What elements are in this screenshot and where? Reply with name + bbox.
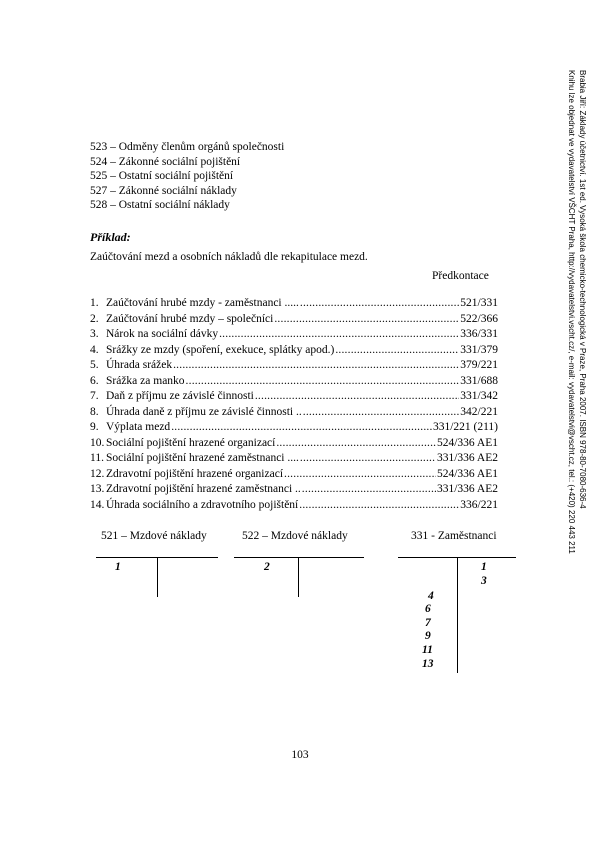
- account-item: 528 – Ostatní sociální náklady: [90, 199, 230, 211]
- entry-code: 379/221: [460, 359, 498, 371]
- entry-code: 331/336 AE2: [436, 452, 498, 464]
- entry-text: Srážka za manko: [106, 374, 185, 387]
- leader-dots: [219, 327, 459, 343]
- example-title: Příklad:: [90, 230, 131, 244]
- t-account-debit-item: 13: [422, 658, 434, 670]
- entry-text: Zaúčtování hrubé mzdy – společníci: [106, 312, 274, 325]
- t-account-credit-item: 1: [481, 561, 487, 573]
- entry-number: 7.: [90, 390, 99, 402]
- leader-dots: [335, 343, 459, 359]
- entry-number: 14.: [90, 498, 105, 511]
- copyright-line-1: Brabia Jiří: Základy účetnictví. 1st ed. Vysoká škola chemicko-technologická v Praze, Praha 2007. ISBN 978-80-7080-636-4: [578, 70, 587, 509]
- t-account-debit-item: 4: [428, 590, 434, 602]
- leader-dots: [303, 405, 460, 421]
- page-number: 103: [291, 749, 309, 761]
- entry-number: 4.: [90, 343, 99, 356]
- leader-dots: [274, 312, 459, 328]
- leader-dots: [300, 296, 459, 312]
- entry-text: Nárok na sociální dávky: [106, 328, 219, 340]
- t-account-top-line: [234, 557, 364, 558]
- entry-number: 3.: [90, 328, 99, 340]
- entry-row: [90, 374, 498, 390]
- entry-code: 336/331: [460, 328, 498, 340]
- entry-code: 522/366: [460, 312, 498, 325]
- entry-code: 331/688: [460, 374, 498, 387]
- entry-text: Zdravotní pojištění hrazené organizací: [106, 467, 284, 480]
- entry-row: [90, 482, 498, 498]
- entry-text: Úhrada daně z příjmu ze závislé činnosti ..: [106, 405, 302, 418]
- t-account-debit-item: 1: [115, 561, 121, 573]
- entry-row: [90, 343, 498, 359]
- t-account-title: 331 - Zaměstnanci: [411, 530, 497, 542]
- account-item: 523 – Odměny členům orgánů společnosti: [90, 141, 285, 153]
- entry-row: [90, 327, 498, 343]
- leader-dots: [173, 358, 459, 374]
- entry-text: Zaúčtování hrubé mzdy - zaměstnanci .....: [106, 297, 299, 309]
- leader-dots: [255, 389, 459, 405]
- entry-text: Srážky ze mzdy (spoření, exekuce, splátky apod.): [106, 343, 335, 356]
- entry-text: Zdravotní pojištění hrazené zaměstnanci ..: [106, 483, 301, 495]
- example-description: Zaúčtování mezd a osobních nákladů dle rekapitulace mezd.: [90, 251, 368, 263]
- leader-dots: [284, 467, 436, 483]
- entry-number: 11.: [90, 452, 104, 464]
- entry-text: Úhrada sociálního a zdravotního pojištění: [106, 498, 299, 511]
- entry-number: 9.: [90, 421, 99, 433]
- entry-number: 12.: [90, 467, 105, 480]
- account-item: 527 – Zákonné sociální náklady: [90, 184, 237, 197]
- entry-row: [90, 451, 498, 467]
- t-account-debit-item: 2: [264, 561, 270, 573]
- t-account-divider: [157, 557, 158, 597]
- entry-row: [90, 296, 498, 312]
- t-account-title: 522 – Mzdové náklady: [242, 530, 348, 542]
- entry-text: Sociální pojištění hrazené organizací: [106, 436, 276, 449]
- entry-code: 336/221: [460, 498, 498, 511]
- entry-number: 8.: [90, 405, 99, 418]
- entry-text: Úhrada srážek: [106, 359, 173, 371]
- entry-code: 331/379: [460, 343, 498, 356]
- entry-text: Daň z příjmu ze závislé činnosti: [106, 390, 254, 402]
- t-account-debit-item: 9: [425, 630, 431, 642]
- entry-number: 10.: [90, 436, 105, 449]
- entry-code: 521/331: [460, 297, 498, 309]
- t-account-debit-item: 6: [425, 603, 431, 615]
- entry-number: 13.: [90, 483, 105, 495]
- entry-code: 524/336 AE1: [436, 436, 498, 449]
- t-account-credit-item: 3: [481, 575, 487, 587]
- account-item: 525 – Ostatní sociální pojištění: [90, 170, 234, 182]
- leader-dots: [300, 451, 436, 467]
- entry-text: Sociální pojištění hrazené zaměstnanci ....: [106, 452, 299, 464]
- entry-row: [90, 389, 498, 405]
- t-account-title: 521 – Mzdové náklady: [101, 530, 207, 542]
- copyright-line-2: Knihu lze objednat ve vydavatelství VŠCHT Praha, http://vydavatelstvi.vscht.cz/, e-mail: vydavatelstvi@vscht.cz, tel.: (+420) 220 443 211: [567, 70, 576, 554]
- leader-dots: [186, 374, 460, 390]
- entry-text: Výplata mezd: [106, 421, 171, 433]
- entry-number: 2.: [90, 312, 99, 325]
- entry-number: 6.: [90, 374, 99, 387]
- t-account-divider: [457, 557, 458, 673]
- copyright-sidebar: [552, 70, 588, 630]
- entry-code: 331/221 (211): [432, 421, 498, 433]
- t-account-divider: [298, 557, 299, 597]
- entry-row: [90, 436, 498, 452]
- account-list: [90, 140, 284, 213]
- leader-dots: [299, 498, 459, 514]
- t-account-debit-item: 11: [422, 644, 433, 656]
- entry-code: 331/342: [460, 390, 498, 402]
- leader-dots: [171, 420, 432, 436]
- entry-row: [90, 467, 498, 483]
- entry-row: [90, 405, 498, 421]
- entries-list: [90, 296, 498, 513]
- entry-code: 331/336 AE2: [436, 483, 498, 495]
- entry-code: 342/221: [460, 405, 498, 418]
- t-account-debit-item: 7: [425, 617, 431, 629]
- account-item: 524 – Zákonné sociální pojištění: [90, 155, 241, 168]
- predkontace-header: Předkontace: [432, 270, 489, 282]
- entry-number: 5.: [90, 359, 99, 371]
- entry-row: [90, 312, 498, 328]
- entry-row: [90, 498, 498, 514]
- leader-dots: [302, 482, 436, 498]
- entry-row: [90, 358, 498, 374]
- leader-dots: [276, 436, 436, 452]
- entry-number: 1.: [90, 297, 99, 309]
- entry-row: [90, 420, 498, 436]
- entry-code: 524/336 AE1: [436, 467, 498, 480]
